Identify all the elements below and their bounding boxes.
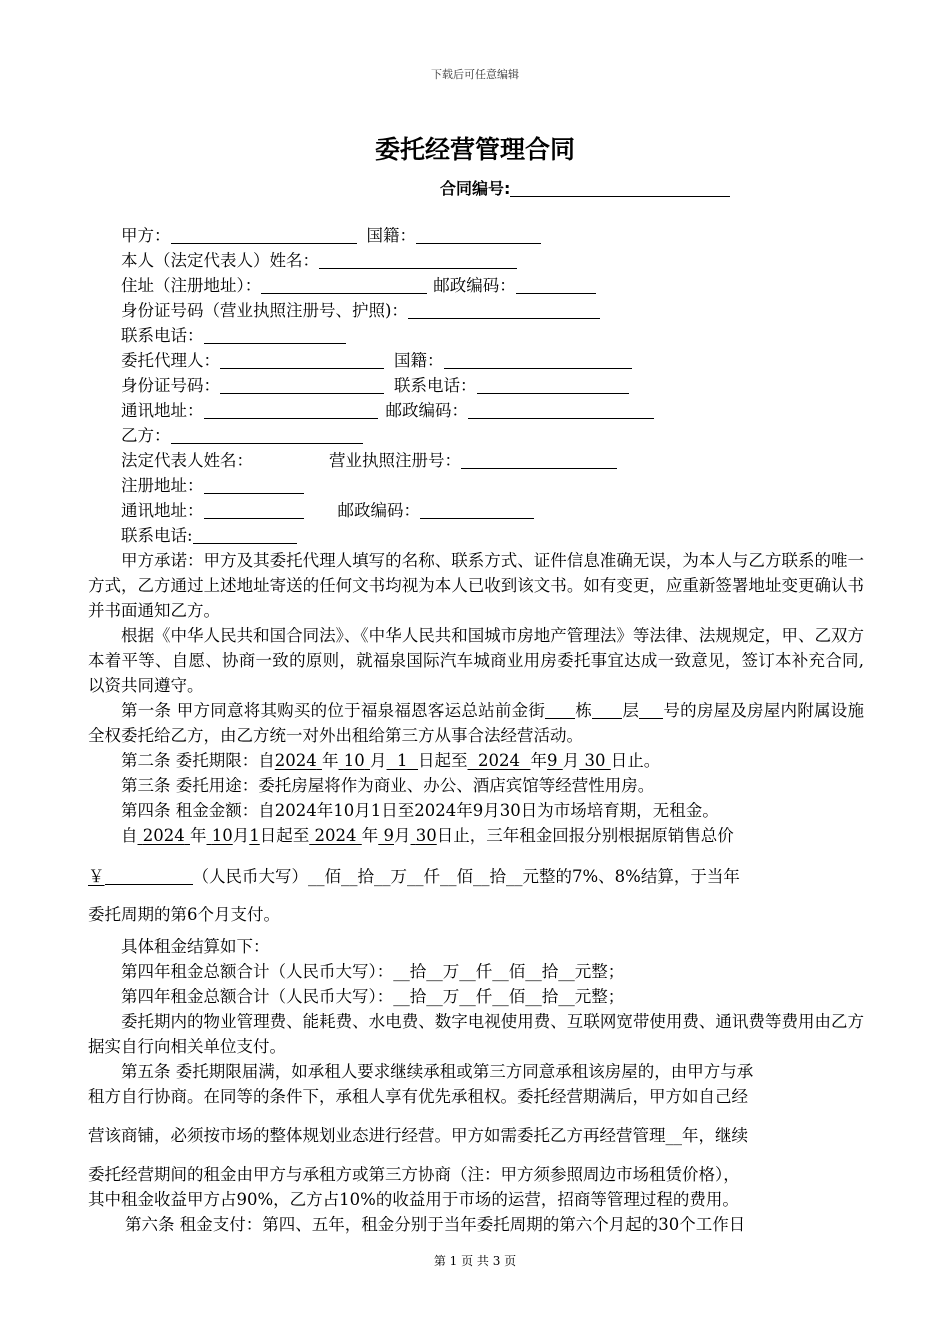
party-a-agent-phone-label: 联系电话： — [394, 376, 477, 395]
party-a-agent-id-line — [88, 373, 864, 398]
art2-end-month: 9 — [547, 751, 558, 770]
contract-title: 委托经营管理合同 — [374, 135, 575, 164]
article-6: 第六条 租金支付：第四、五年，租金分别于当年委托周期的第六个月起的30个工作日 — [125, 1215, 746, 1234]
party-b-line — [88, 423, 864, 448]
floor-blank — [592, 700, 622, 719]
total-price-blank — [105, 866, 193, 885]
art2-start-year: 2024 — [274, 751, 317, 770]
party-b-legal-line — [88, 448, 864, 473]
party-b-postcode-label: 邮政编码： — [337, 501, 420, 520]
party-b-mail-line — [88, 498, 864, 523]
article-5-line-2: 租方自行协商。在同等的条件下，承租人享有优先承租权。委托经营期满后，甲方如自己经 — [88, 1087, 748, 1106]
contract-number-blank — [510, 180, 730, 197]
building-blank — [545, 700, 575, 719]
party-a-person-blank — [319, 250, 517, 269]
party-b-license-label: 营业执照注册号： — [329, 451, 461, 470]
article-4-line-2: 自 2024 年 10月1日起至 2024 年 9月 30日止，三年租金回报分别根据原销售总价 — [121, 826, 734, 845]
party-a-phone-label: 联系电话： — [121, 326, 204, 345]
party-a-phone-blank — [204, 325, 346, 344]
contract-body — [88, 223, 864, 1237]
party-b-phone-blank — [193, 525, 297, 544]
article-5-line-5: 其中租金收益甲方占90%，乙方占10%的收益用于市场的运营，招商等管理过程的费用。 — [88, 1190, 739, 1209]
party-a-person-line — [88, 248, 864, 273]
article-4-line-3: ￥ （人民币大写）__佰__拾__万__仟__佰__拾__元整的7%、8%结算，于当年 — [88, 867, 740, 886]
party-a-mail-postcode-label: 邮政编码： — [385, 401, 468, 420]
party-b-mail-blank — [204, 500, 304, 519]
number-blank — [639, 700, 663, 719]
party-b-phone-label: 联系电话: — [121, 526, 193, 545]
party-a-agent-id-blank — [220, 375, 384, 394]
party-a-nationality-label: 国籍： — [366, 226, 416, 245]
party-a-blank — [171, 225, 357, 244]
article-1: 第一条 甲方同意将其购买的位于福泉福恩客运总站前金街 栋 层 号的房屋及房屋内附属设施全权委托给乙方，由乙方统一对外出租给第三方从事合法经营活动。 — [88, 701, 865, 745]
party-b-blank — [171, 425, 363, 444]
art2-start-month: 10 — [343, 751, 365, 770]
article-4-line-1: 第四条 租金金额：自2024年10月1日至2024年9月30日为市场培育期，无租金。 — [121, 801, 719, 820]
party-a-nationality-blank — [416, 225, 541, 244]
article-3: 第三条 委托用途：委托房屋将作为商业、办公、酒店宾馆等经营性用房。 — [121, 776, 655, 795]
party-a-phone-line — [88, 323, 864, 348]
article-5-line-4: 委托经营期间的租金由甲方与承租方或第三方协商（注：甲方须参照周边市场租赁价格）， — [88, 1165, 740, 1184]
party-b-phone-line — [88, 523, 864, 548]
party-a-mail-postcode-blank — [468, 400, 654, 419]
basis-paragraph: 根据《中华人民共和国合同法》、《中华人民共和国城市房地产管理法》等法律、法规规定，甲、乙双方本着平等、自愿、协商一致的原则，就福泉国际汽车城商业用房委托事宜达成一致意见，签订本补充合同,以资共同遵守。 — [88, 626, 864, 695]
article-2: 第二条 委托期限：自2024 年 10 月 1 日起至 2024 年9 月 30 日止。 — [121, 751, 661, 770]
contract-number-label: 合同编号: — [440, 179, 511, 198]
art4-end-day: 30 — [415, 826, 437, 845]
party-a-agent-id-label: 身份证号码： — [121, 376, 220, 395]
art4-start-month: 10 — [211, 826, 233, 845]
settlement-line-2: 第四年租金总额合计（人民币大写）：__拾__万__仟__佰__拾__元整； — [121, 987, 625, 1006]
art4-start-year: 2024 — [142, 826, 185, 845]
article-4-line-4: 委托周期的第6个月支付。 — [88, 905, 280, 924]
party-a-agent-line — [88, 348, 864, 373]
header-note: 下载后可任意编辑 — [431, 68, 519, 81]
art2-start-day: 1 — [397, 751, 408, 770]
page-footer: 第 1 页 共 3 页 — [433, 1254, 517, 1268]
fees-paragraph: 委托期内的物业管理费、能耗费、水电费、数字电视使用费、互联网宽带使用费、通讯费等费用由乙方据实自行向相关单位支付。 — [88, 1012, 864, 1056]
art4-end-year: 2024 — [314, 826, 357, 845]
party-a-mail-blank — [204, 400, 378, 419]
party-a-id-label: 身份证号码（营业执照注册号、护照)： — [121, 301, 408, 320]
party-a-agent-blank — [220, 350, 384, 369]
party-a-mail-label: 通讯地址： — [121, 401, 204, 420]
party-b-reg-line — [88, 473, 864, 498]
party-b-postcode-blank — [420, 500, 534, 519]
party-b-license-blank — [461, 450, 617, 469]
settlement-line-1: 第四年租金总额合计（人民币大写）：__拾__万__仟__佰__拾__元整； — [121, 962, 625, 981]
party-a-address-blank — [261, 275, 427, 294]
party-a-postcode-label: 邮政编码： — [433, 276, 516, 295]
party-b-mail-label: 通讯地址： — [121, 501, 204, 520]
party-a-person-label: 本人（法定代表人）姓名： — [121, 251, 319, 270]
party-a-postcode-blank — [516, 275, 596, 294]
party-a-address-line — [88, 273, 864, 298]
yen-sign: ￥ — [88, 867, 105, 886]
art4-start-day: 1 — [249, 826, 260, 845]
party-a-address-label: 住址（注册地址）： — [121, 276, 262, 295]
party-b-legal-label: 法定代表人姓名： — [121, 451, 253, 470]
party-a-id-line — [88, 298, 864, 323]
article-5-line-1: 第五条 委托期限届满，如承租人要求继续承租或第三方同意承租该房屋的，由甲方与承 — [121, 1062, 754, 1081]
party-a-mail-line — [88, 398, 864, 423]
party-b-reg-label: 注册地址： — [121, 476, 204, 495]
art4-end-month: 9 — [383, 826, 394, 845]
party-b-label: 乙方： — [121, 426, 171, 445]
art2-end-year: 2024 — [478, 751, 520, 770]
article-5-line-3: 营该商铺，必须按市场的整体规划业态进行经营。甲方如需委托乙方再经营管理__年，继续 — [88, 1126, 748, 1145]
settlement-title: 具体租金结算如下： — [121, 937, 270, 956]
party-a-id-blank — [408, 300, 600, 319]
party-a-agent-nationality-blank — [444, 350, 632, 369]
contract-number — [440, 176, 730, 199]
party-a-label: 甲方： — [121, 226, 171, 245]
party-a-agent-phone-blank — [477, 375, 629, 394]
party-b-reg-blank — [204, 475, 304, 494]
party-a-agent-nationality-label: 国籍： — [394, 351, 444, 370]
party-a-agent-label: 委托代理人： — [121, 351, 220, 370]
promise-paragraph: 甲方承诺：甲方及其委托代理人填写的名称、联系方式、证件信息准确无误，为本人与乙方联系的唯一方式，乙方通过上述地址寄送的任何文书均视为本人已收到该文书。如有变更，应重新签署地址变更确认书并书面通知乙方。 — [88, 551, 864, 620]
party-a-line — [88, 223, 864, 248]
art2-end-day: 30 — [584, 751, 606, 770]
